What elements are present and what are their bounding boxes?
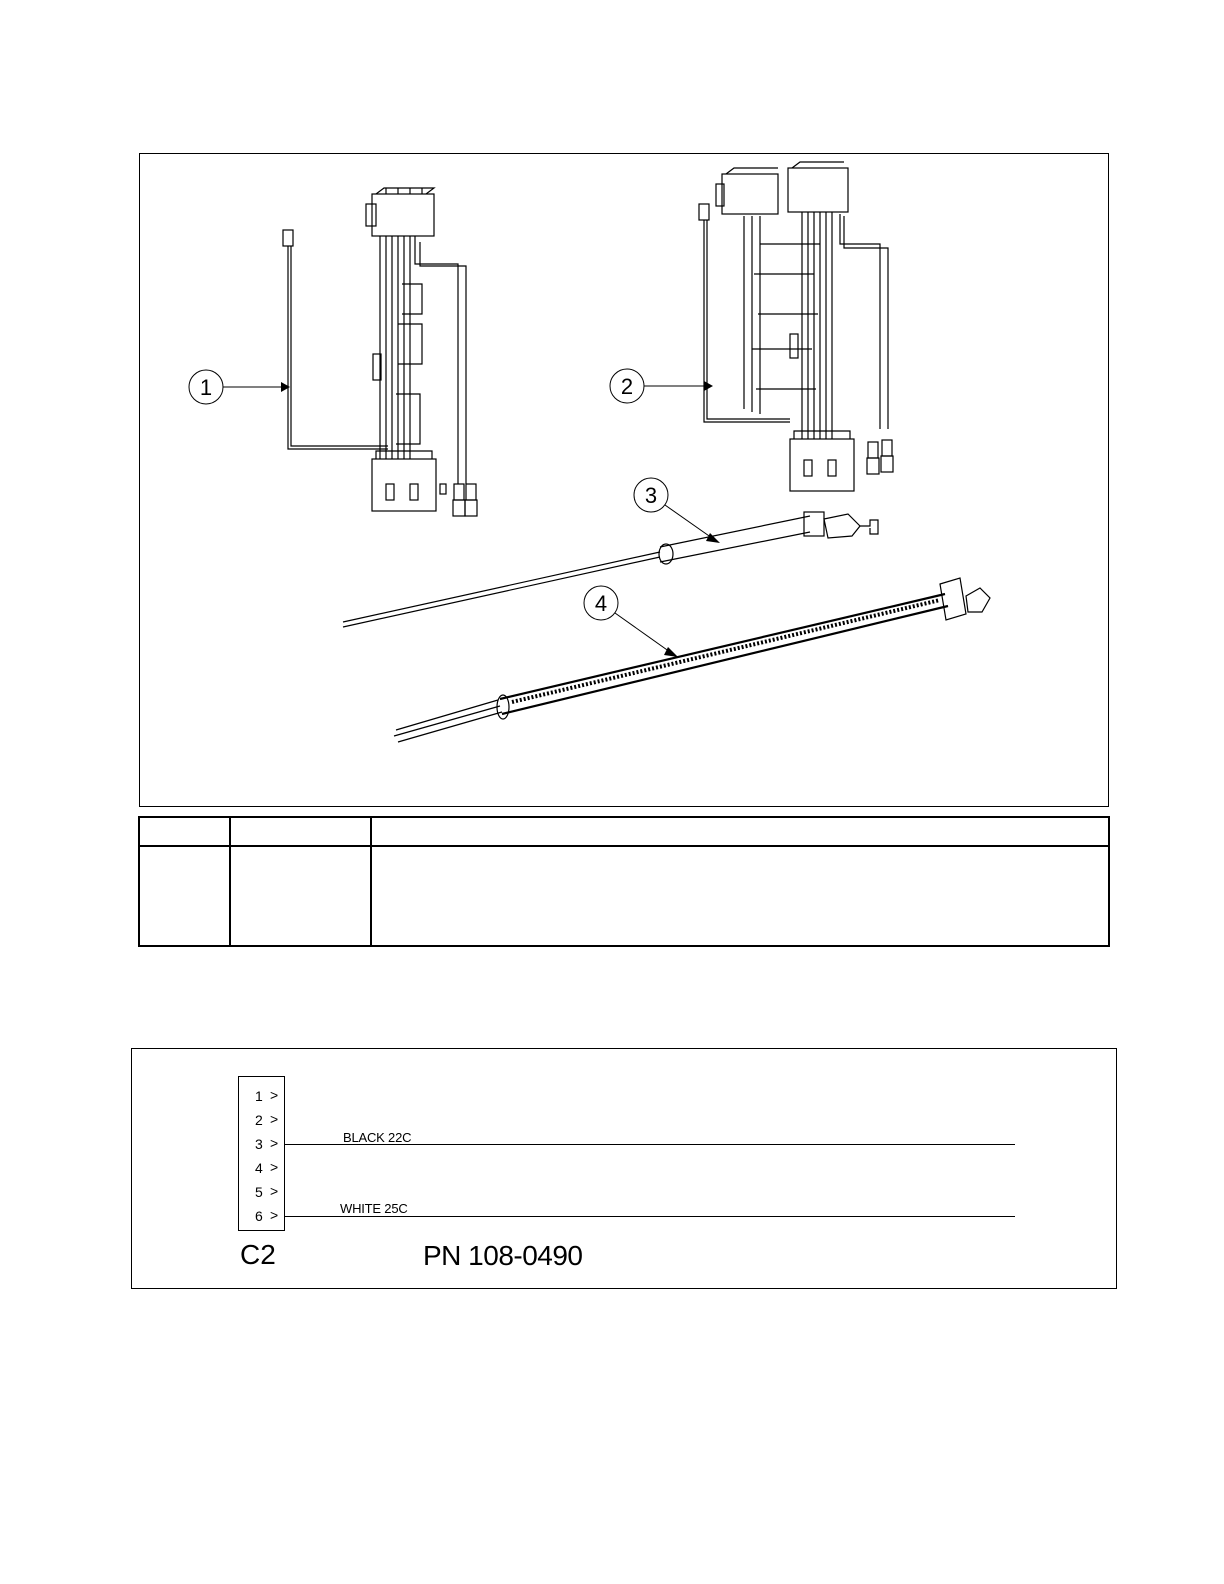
connector-label: C2 (240, 1239, 276, 1270)
callout-2 (610, 369, 713, 403)
harness-drawing (140, 154, 1110, 808)
pin-row (239, 1112, 286, 1130)
callout-3 (634, 478, 720, 543)
header-cell-part-number (230, 817, 371, 846)
callout-4 (584, 586, 678, 657)
callout-3-label: 3 (644, 483, 658, 508)
pin-number: 1 (255, 1088, 263, 1104)
table-row (139, 846, 1109, 946)
pin-chevron-icon: > (270, 1159, 279, 1175)
pin-chevron-icon: > (270, 1111, 279, 1127)
pin-row (239, 1136, 286, 1154)
pin-chevron-icon: > (270, 1183, 279, 1199)
wiring-schematic-panel (131, 1048, 1117, 1289)
connector-c2-box (238, 1076, 285, 1231)
pin-chevron-icon: > (270, 1207, 279, 1223)
table-cell (371, 846, 1109, 946)
pin-number: 2 (255, 1112, 263, 1128)
harness-4-drawing (394, 578, 990, 742)
table-cell (230, 846, 371, 946)
pin-chevron-icon: > (270, 1087, 279, 1103)
callout-4-label: 4 (594, 591, 608, 616)
pin-number: 5 (255, 1184, 263, 1200)
callout-2-label: 2 (620, 374, 634, 399)
pin-row (239, 1184, 286, 1202)
parts-table (138, 816, 1110, 947)
wire-label-black: BLACK 22C (343, 1130, 412, 1145)
pin-number: 3 (255, 1136, 263, 1152)
pin-row (239, 1088, 286, 1106)
pin-row (239, 1160, 286, 1178)
header-cell-item (139, 817, 230, 846)
pin-row (239, 1208, 286, 1226)
pin-number: 4 (255, 1160, 263, 1176)
harness-1-drawing (283, 188, 477, 516)
harness-2-drawing (699, 162, 893, 491)
callout-1 (189, 370, 290, 404)
table-cell (139, 846, 230, 946)
wire-label-white: WHITE 25C (340, 1201, 408, 1216)
header-cell-description (371, 817, 1109, 846)
callout-1-label: 1 (199, 375, 213, 400)
parts-table-header (139, 817, 1109, 846)
part-number-label: PN 108-0490 (423, 1240, 583, 1271)
wire-pin-6 (284, 1216, 1015, 1217)
pin-chevron-icon: > (270, 1135, 279, 1151)
pin-number: 6 (255, 1208, 263, 1224)
harness-illustration-panel (139, 153, 1109, 807)
